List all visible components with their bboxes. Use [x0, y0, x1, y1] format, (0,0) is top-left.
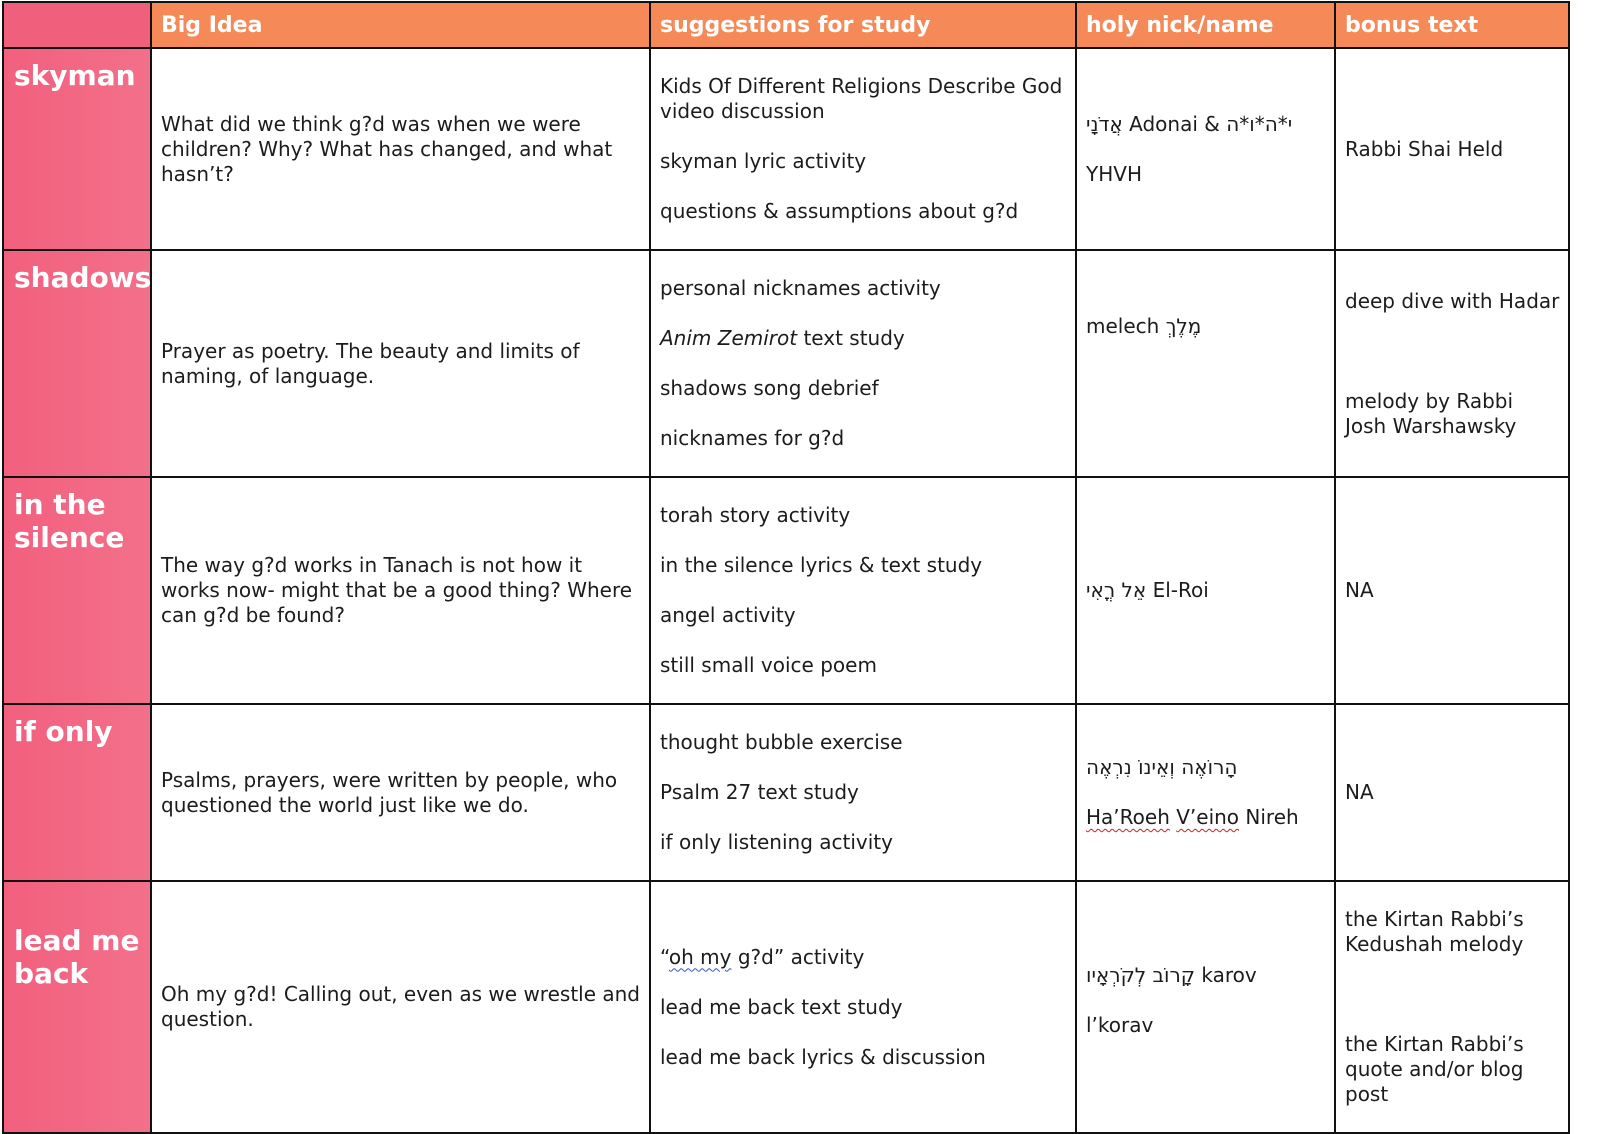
lesson-table	[2, 1, 1570, 1134]
bonus-item: Rabbi Shai Held	[1345, 136, 1504, 161]
holy-name-line	[1086, 805, 1326, 830]
holy-name-cell	[1076, 48, 1335, 250]
holy-name-line: אֵל רֳאִי El-Roi	[1086, 578, 1209, 602]
study-item	[660, 326, 1067, 351]
bonus-cell	[1335, 477, 1569, 704]
study-item: nicknames for g?d	[660, 426, 845, 450]
holy-name-cell	[1076, 704, 1335, 881]
bonus-item: the Kirtan Rabbi’s Kedushah melody	[1345, 907, 1524, 956]
study-item: skyman lyric activity	[660, 149, 867, 173]
table-row	[3, 48, 1569, 250]
study-item: torah story activity	[660, 503, 851, 527]
holy-name-word: Nireh	[1245, 805, 1299, 829]
bonus-item: the Kirtan Rabbi’s quote and/or blog post	[1345, 1032, 1524, 1106]
big-idea-cell: Prayer as poetry. The beauty and limits of naming, of language.	[151, 250, 650, 477]
study-item: Psalm 27 text study	[660, 780, 859, 804]
study-item: shadows song debrief	[660, 376, 879, 400]
study-item: Kids Of Different Religions Describe God video discussion	[660, 74, 1063, 123]
study-item-italic: Anim Zemirot	[660, 326, 798, 350]
row-title: shadows	[3, 250, 151, 477]
header-corner	[3, 2, 151, 48]
big-idea-cell: The way g?d works in Tanach is not how it works now- might that be a good thing? Where can g?d be found?	[151, 477, 650, 704]
spellcheck-word: Ha’Roeh	[1086, 805, 1170, 829]
table-row	[3, 881, 1569, 1133]
spellcheck-word: V’eino	[1176, 805, 1240, 829]
bonus-spacer	[1345, 339, 1560, 364]
study-item: personal nicknames activity	[660, 276, 941, 300]
header-study: suggestions for study	[650, 2, 1076, 48]
study-cell	[650, 704, 1076, 881]
study-item: lead me back text study	[660, 994, 903, 1019]
grammar-check-phrase: oh my	[668, 944, 732, 969]
study-item: questions & assumptions about g?d	[660, 199, 1019, 223]
holy-name-line: קָרוֹב לְקֹרְאָיו karov	[1086, 963, 1257, 987]
study-item	[660, 945, 1067, 970]
study-cell	[650, 48, 1076, 250]
header-big-idea: Big Idea	[151, 2, 650, 48]
study-item: thought bubble exercise	[660, 730, 903, 754]
row-title: lead me back	[3, 881, 151, 1133]
holy-name-cell	[1076, 477, 1335, 704]
holy-name-line: melech מֶלֶךְ	[1086, 314, 1202, 338]
table-row	[3, 704, 1569, 881]
table-row	[3, 250, 1569, 477]
holy-name-cell	[1076, 250, 1335, 477]
row-title: in the silence	[3, 477, 151, 704]
study-item: lead me back lyrics & discussion	[660, 1044, 986, 1069]
study-item: angel activity	[660, 603, 796, 627]
study-item-rest: g?d” activity	[731, 944, 865, 969]
study-cell	[650, 477, 1076, 704]
bonus-item: deep dive with Hadar	[1345, 288, 1560, 313]
study-item: still small voice poem	[660, 653, 877, 677]
holy-name-hebrew: הָרוֹאֶה וְאֵינוֹ נִרְאֶה	[1086, 755, 1238, 779]
bonus-item: NA	[1345, 780, 1374, 804]
study-item-rest: text study	[797, 326, 905, 350]
table-row	[3, 477, 1569, 704]
bonus-spacer	[1345, 982, 1560, 1007]
study-item: if only listening activity	[660, 830, 893, 854]
study-item: in the silence lyrics & text study	[660, 553, 983, 577]
holy-name-line: YHVH	[1086, 161, 1142, 186]
bonus-item: melody by Rabbi Josh Warshawsky	[1345, 388, 1517, 438]
header-bonus: bonus text	[1335, 2, 1569, 48]
holy-name-cell	[1076, 881, 1335, 1133]
bonus-cell	[1335, 48, 1569, 250]
row-title: skyman	[3, 48, 151, 250]
holy-name-line: אֲדֹנָי Adonai & י*ה*ו*ה	[1086, 111, 1293, 136]
header-row	[3, 2, 1569, 48]
study-cell	[650, 881, 1076, 1133]
big-idea-cell: Oh my g?d! Calling out, even as we wrestle and question.	[151, 881, 650, 1133]
holy-name-line: l’korav	[1086, 1013, 1154, 1037]
big-idea-cell: Psalms, prayers, were written by people, who questioned the world just like we do.	[151, 704, 650, 881]
bonus-cell	[1335, 881, 1569, 1133]
study-cell	[650, 250, 1076, 477]
header-holy-name: holy nick/name	[1076, 2, 1335, 48]
bonus-cell	[1335, 704, 1569, 881]
bonus-cell	[1335, 250, 1569, 477]
big-idea-cell: What did we think g?d was when we were children? Why? What has changed, and what hasn’t?	[151, 48, 650, 250]
row-title: if only	[3, 704, 151, 881]
study-item-quote: “	[660, 944, 669, 969]
bonus-item: NA	[1345, 578, 1374, 602]
